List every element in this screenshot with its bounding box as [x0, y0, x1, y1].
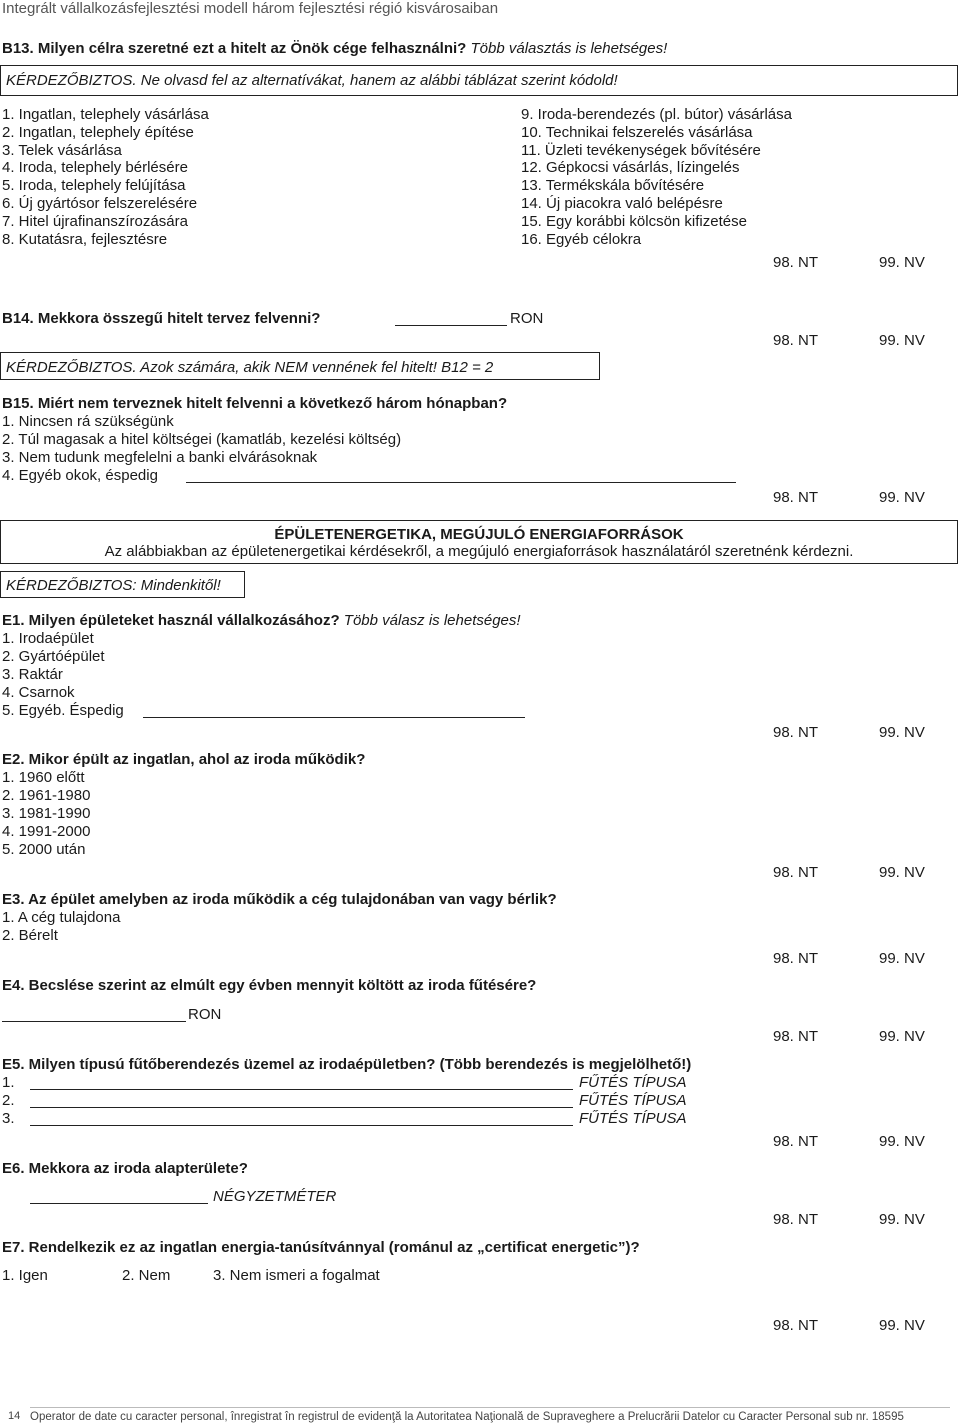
- question-e4: E4. Becslése szerint az elmúlt egy évben mennyit költött az iroda fűtésére?: [2, 977, 537, 994]
- e6-unit: NÉGYZETMÉTER: [213, 1188, 337, 1205]
- e4-nt[interactable]: 98. NT: [773, 1028, 819, 1045]
- b15-option[interactable]: 2. Túl magasak a hitel költségei (kamatláb, kezelési költség): [2, 431, 402, 448]
- e4-nv[interactable]: 99. NV: [879, 1028, 925, 1045]
- b13-option[interactable]: 10. Technikai felszerelés vásárlása: [521, 123, 753, 141]
- e2-nt[interactable]: 98. NT: [773, 864, 819, 881]
- e5-answer-line[interactable]: [30, 1089, 573, 1090]
- e3-option[interactable]: 1. A cég tulajdona: [2, 909, 121, 926]
- e2-nv[interactable]: 99. NV: [879, 864, 925, 881]
- question-e7: E7. Rendelkezik ez az ingatlan energia-tanúsítvánnyal (románul az „certificat energetic”)?: [2, 1239, 640, 1256]
- b13-nt[interactable]: 98. NT: [773, 254, 819, 271]
- e2-option[interactable]: 1. 1960 előtt: [2, 769, 85, 786]
- e3-nv[interactable]: 99. NV: [879, 950, 925, 967]
- footer-rule: [30, 1407, 950, 1408]
- question-e1: E1. Milyen épületeket használ vállalkozásához? Több válasz is lehetséges!: [2, 612, 521, 629]
- instruction-b14: KÉRDEZŐBIZTOS. Azok számára, akik NEM vennének fel hitelt! B12 = 2: [6, 359, 494, 376]
- e5-nv[interactable]: 99. NV: [879, 1133, 925, 1150]
- e7-option-3[interactable]: 3. Nem ismeri a fogalmat: [213, 1267, 380, 1284]
- b15-option[interactable]: 3. Nem tudunk megfelelni a banki elvárásoknak: [2, 449, 318, 466]
- e1-option[interactable]: 2. Gyártóépület: [2, 648, 105, 665]
- question-e5: E5. Milyen típusú fűtőberendezés üzemel az irodaépületben? (Több berendezés is megjelölhető!): [2, 1056, 692, 1073]
- b13-option[interactable]: 3. Telek vásárlása: [2, 141, 122, 159]
- e6-answer-line[interactable]: [30, 1203, 208, 1204]
- e4-answer-line[interactable]: [2, 1021, 186, 1022]
- e4-unit: RON: [188, 1006, 222, 1023]
- b15-option-4: 4. Egyéb okok, éspedig: [2, 467, 158, 484]
- e1-nt[interactable]: 98. NT: [773, 724, 819, 741]
- b13-option[interactable]: 16. Egyéb célokra: [521, 230, 642, 248]
- e7-option-2[interactable]: 2. Nem: [122, 1267, 171, 1284]
- e7-option-1[interactable]: 1. Igen: [2, 1267, 48, 1284]
- b13-option[interactable]: 9. Iroda-berendezés (pl. bútor) vásárlása: [521, 106, 792, 123]
- e5-row-label: FŰTÉS TÍPUSA: [579, 1110, 687, 1127]
- e3-option[interactable]: 2. Bérelt: [2, 927, 58, 944]
- e2-option[interactable]: 2. 1961-1980: [2, 787, 91, 804]
- b13-option[interactable]: 6. Új gyártósor felszerelésére: [2, 195, 198, 212]
- b13-option[interactable]: 5. Iroda, telephely felújítása: [2, 177, 186, 195]
- b13-option[interactable]: 7. Hitel újrafinanszírozására: [2, 212, 188, 230]
- page-number: 14: [8, 1410, 21, 1422]
- b15-nv[interactable]: 99. NV: [879, 489, 925, 506]
- e5-answer-line[interactable]: [30, 1107, 573, 1108]
- question-e2: E2. Mikor épült az ingatlan, ahol az iroda működik?: [2, 751, 366, 768]
- page-header: Integrált vállalkozásfejlesztési modell három fejlesztési régió kisvárosaiban: [2, 0, 499, 17]
- e7-nv[interactable]: 99. NV: [879, 1317, 925, 1334]
- instruction-section: KÉRDEZŐBIZTOS: Mindenkitől!: [6, 577, 221, 594]
- b13-option[interactable]: 11. Üzleti tevékenységek bővítésére: [521, 141, 761, 159]
- b13-option[interactable]: 12. Gépkocsi vásárlás, lízingelés: [521, 159, 740, 177]
- b15-option[interactable]: 1. Nincsen rá szükségünk: [2, 413, 174, 430]
- e2-option[interactable]: 5. 2000 után: [2, 841, 86, 858]
- footer-text: Operator de date cu caracter personal, înregistrat în registrul de evidenţă la Autoritatea Naţională de Supraveghere a Prelucrării Datelor cu Caracter Personal sub nr. 18595: [30, 1411, 904, 1423]
- e2-option[interactable]: 3. 1981-1990: [2, 805, 91, 822]
- e2-option[interactable]: 4. 1991-2000: [2, 823, 91, 840]
- b13-option[interactable]: 2. Ingatlan, telephely építése: [2, 123, 194, 141]
- e5-answer-line[interactable]: [30, 1125, 573, 1126]
- b14-nv[interactable]: 99. NV: [879, 332, 925, 349]
- e5-row-number: 3.: [2, 1110, 15, 1127]
- question-b15: B15. Miért nem terveznek hitelt felvenni a következő három hónapban?: [2, 395, 508, 412]
- e1-option[interactable]: 4. Csarnok: [2, 684, 75, 701]
- e3-nt[interactable]: 98. NT: [773, 950, 819, 967]
- question-e6: E6. Mekkora az iroda alapterülete?: [2, 1160, 248, 1177]
- question-b13: B13. Milyen célra szeretné ezt a hitelt az Önök cége felhasználni? Több választás is lehetséges!: [2, 40, 668, 57]
- e5-nt[interactable]: 98. NT: [773, 1133, 819, 1150]
- b13-option[interactable]: 1. Ingatlan, telephely vásárlása: [2, 106, 209, 123]
- e6-nv[interactable]: 99. NV: [879, 1211, 925, 1228]
- b14-answer-line[interactable]: [395, 325, 507, 326]
- b13-nv[interactable]: 99. NV: [879, 254, 925, 271]
- e5-row-label: FŰTÉS TÍPUSA: [579, 1074, 687, 1091]
- section-title: ÉPÜLETENERGETIKA, MEGÚJULÓ ENERGIAFORRÁSOK: [274, 526, 684, 543]
- e5-row-number: 2.: [2, 1092, 15, 1109]
- e7-nt[interactable]: 98. NT: [773, 1317, 819, 1334]
- question-e3: E3. Az épület amelyben az iroda működik a cég tulajdonában van vagy bérlik?: [2, 891, 557, 908]
- e1-option[interactable]: 1. Irodaépület: [2, 630, 94, 647]
- instruction-b13: KÉRDEZŐBIZTOS. Ne olvasd fel az alternatívákat, hanem az alábbi táblázat szerint kódold!: [6, 72, 618, 89]
- b13-option[interactable]: 13. Termékskála bővítésére: [521, 177, 705, 195]
- b13-option[interactable]: 15. Egy korábbi kölcsön kifizetése: [521, 212, 747, 230]
- e5-row-label: FŰTÉS TÍPUSA: [579, 1092, 687, 1109]
- b13-option[interactable]: 14. Új piacokra való belépésre: [521, 195, 723, 212]
- b13-option[interactable]: 4. Iroda, telephely bérlésére: [2, 159, 188, 177]
- b15-answer-line[interactable]: [186, 482, 736, 483]
- b14-unit: RON: [510, 310, 544, 327]
- e1-nv[interactable]: 99. NV: [879, 724, 925, 741]
- question-b14: B14. Mekkora összegű hitelt tervez felvenni?: [2, 310, 321, 327]
- e1-option-5: 5. Egyéb. Éspedig: [2, 702, 124, 719]
- b13-option[interactable]: 8. Kutatásra, fejlesztésre: [2, 230, 168, 248]
- e6-nt[interactable]: 98. NT: [773, 1211, 819, 1228]
- section-subtitle: Az alábbiakban az épületenergetikai kérdésekről, a megújuló energiaforrások használatáról szeretnénk kérdezni.: [104, 543, 854, 560]
- e1-answer-line[interactable]: [143, 717, 525, 718]
- e1-option[interactable]: 3. Raktár: [2, 666, 63, 683]
- e5-row-number: 1.: [2, 1074, 15, 1091]
- b15-nt[interactable]: 98. NT: [773, 489, 819, 506]
- b14-nt[interactable]: 98. NT: [773, 332, 819, 349]
